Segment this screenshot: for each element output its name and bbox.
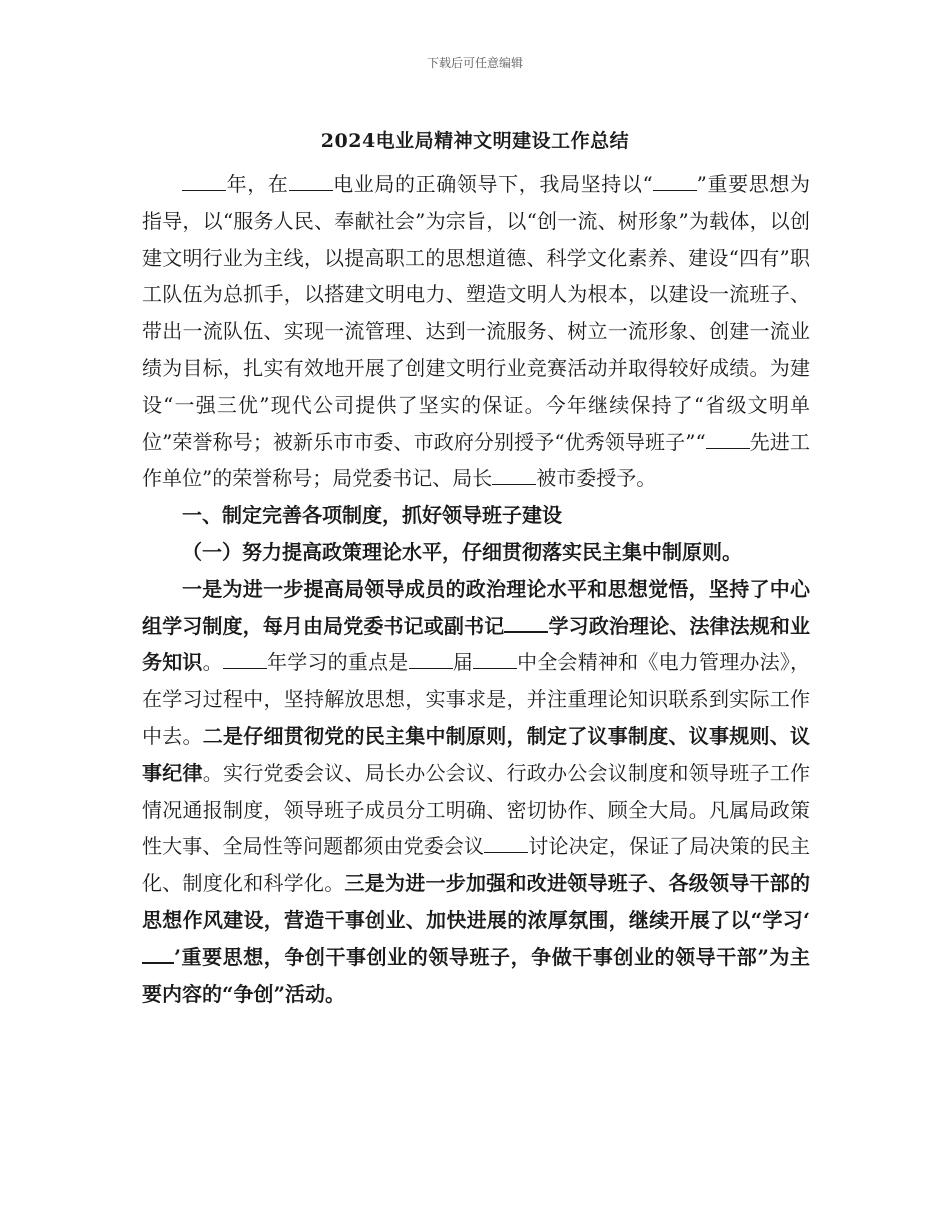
blank-line [504,613,548,633]
blank-line [142,944,174,964]
blank-line [492,466,536,485]
blank-line [182,172,226,191]
blank-line [484,834,528,853]
blank-line [223,650,267,669]
blank-line [409,650,453,669]
document-body [142,166,810,1012]
section-heading: 一、制定完善各项制度，抓好领导班子建设 [182,503,562,528]
blank-line [653,172,697,191]
body-paragraph: 一是为进一步提高局领导成员的政治理论水平和思想觉悟，坚持了中心组学习制度，每月由局党委书记或副书记 学习政治理论、法律法规和业务知识。 年学习的重点是 届 中全会精神和《电力管理办法》，在学习过程中，坚持解放思想，实事求是，并注重理论知识联系到实际工作中去。二是仔细贯彻党的民主集中制原则，制定了议事制度、议事规则、议事纪律。实行党委会议、局长办公会议、行政办公会议制度和领导班子工作情况通报制度，领导班子成员分工明确、密切协作、顾全大局。凡属局政策性大事、全局性等问题都须由党委会议 讨论决定，保证了局决策的民主化、制度化和科学化。三是为进一步加强和改进领导班子、各级领导干部的思想作风建设，营造干事创业、加快进展的浓厚氛围，继续开展了以“学习‘’重要思想，争创干事创业的领导班子，争做干事创业的领导干部”为主要内容的“争创”活动。 [142,576,811,1006]
document-title: 2024电业局精神文明建设工作总结 [320,130,630,152]
subsection-heading: （一）努力提高政策理论水平，仔细贯彻落实民主集中制原则。 [182,539,742,564]
blank-line [473,650,517,669]
blank-line [289,172,333,191]
blank-line [706,430,750,449]
intro-paragraph: 年，在 电业局的正确领导下，我局坚持以“ ”重要思想为指导，以“服务人民、奉献社会”为宗旨，以“创一流、树形象”为载体，以创建文明行业为主线，以提高职工的思想道德、科学文化素养、建设“四有”职工队伍为总抓手，以搭建文明电力、塑造文明人为根本，以建设一流班子、带出一流队伍、实现一流管理、达到一流服务、树立一流形象、创建一流业绩为目标，扎实有效地开展了创建文明行业竞赛活动并取得较好成绩。为建设“一强三优”现代公司提供了坚实的保证。今年继续保持了“省级文明单位”荣誉称号；被新乐市市委、市政府分别授予“优秀领导班子”“ 先进工作单位”的荣誉称号；局党委书记、局长 被市委授予。 [142,172,811,491]
header-note: 下载后可任意编辑 [426,56,523,70]
